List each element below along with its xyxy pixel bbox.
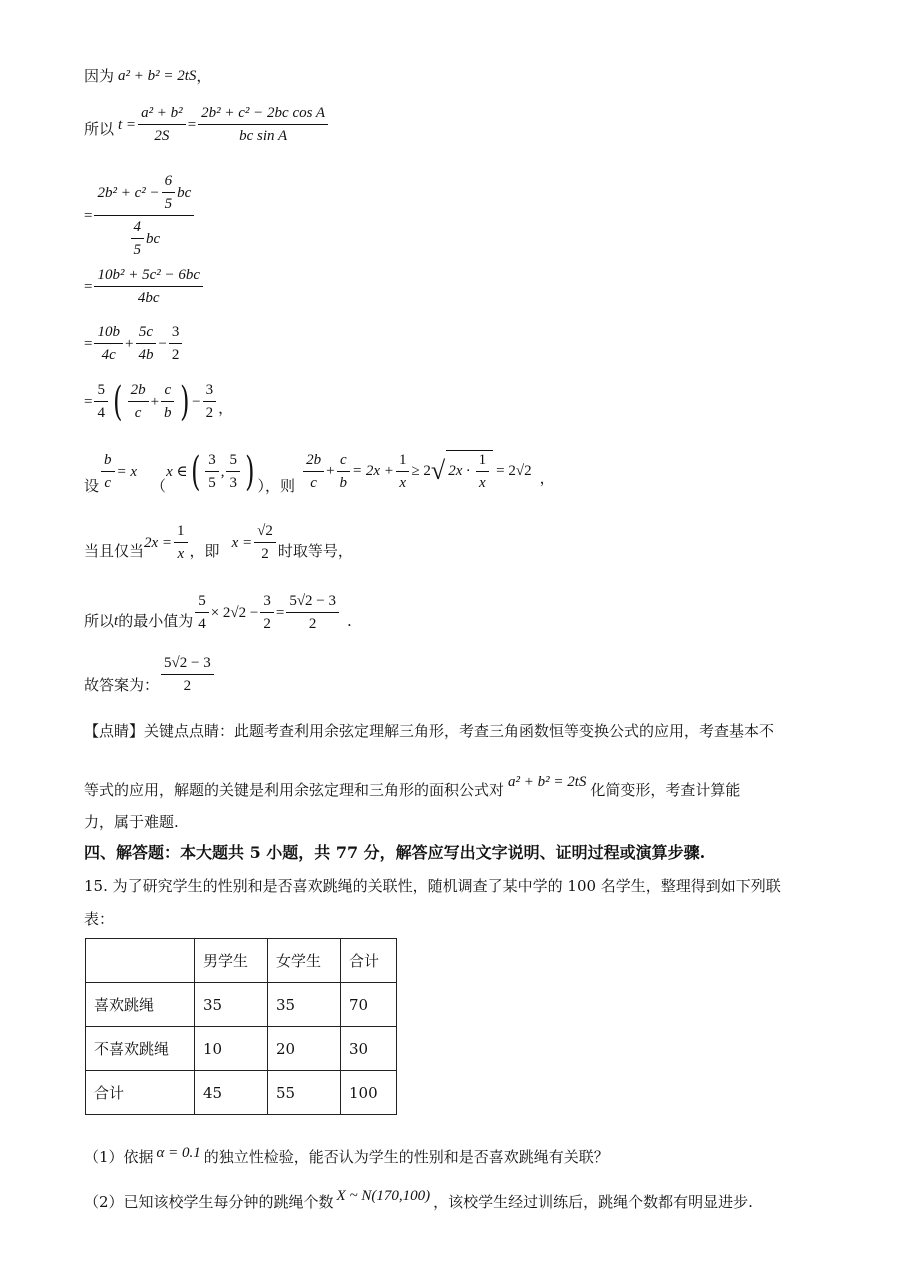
den: x (479, 475, 486, 491)
frac-3-2 (260, 592, 274, 633)
section-heading: 四、解答题：本大题共 5 小题，共 77 分，解答应写出文字说明、证明过程或演算步骤. (84, 843, 706, 862)
num: 6 (162, 172, 176, 193)
frac-1-x (174, 522, 188, 563)
contingency-table (85, 938, 397, 1115)
minus: − (158, 335, 167, 352)
line-answer (84, 654, 216, 697)
num: 1 (396, 451, 410, 472)
line-min-value (84, 592, 352, 633)
num: 3 (169, 323, 183, 344)
den: 2 (308, 616, 317, 632)
six-fifths (162, 172, 176, 213)
am-gm-chain (301, 450, 532, 492)
table-cell: 100 (341, 1071, 397, 1115)
sub-question-1-text-b: 的独立性检验，能否认为学生的性别和是否喜欢跳绳有关联？ (203, 1148, 609, 1166)
num: 1 (174, 522, 188, 543)
line-step-3 (84, 172, 196, 259)
frac-1-x (476, 451, 490, 492)
table-cell: 35 (195, 983, 268, 1027)
num: 1 (476, 451, 490, 472)
table-cell: 70 (341, 983, 397, 1027)
den: 2 (171, 347, 180, 363)
table-cell: 45 (195, 1071, 268, 1115)
compound-den (126, 216, 164, 259)
equals: = (84, 278, 93, 295)
den: 5 (208, 475, 216, 491)
den: 5 (164, 196, 173, 212)
den: 2 (261, 546, 269, 562)
plus: + (326, 463, 335, 479)
comment-line-1: 【点睛】关键点点睛：此题考查利用余弦定理解三角形，考查三角函数恒等变换公式的应用，考查基本不 (84, 722, 775, 740)
line-t-formula (84, 104, 330, 144)
comment-math: a² + b² = 2tS (508, 774, 587, 790)
table-cell: 55 (268, 1071, 341, 1115)
comma: ， (196, 67, 212, 85)
table-header-cell: 合计 (341, 939, 397, 983)
num: 2b (303, 451, 324, 472)
fraction-a (94, 323, 123, 364)
num: 5√2 − 3 (161, 654, 214, 675)
interval-open: ( (190, 448, 201, 495)
equals-x: = x (116, 463, 138, 480)
equals: = (187, 116, 197, 133)
den: 2 (263, 616, 271, 632)
normal-distribution: X ~ N(170,100) (336, 1188, 431, 1204)
line-step-6 (84, 378, 234, 425)
frac1-num: a² + b² (138, 104, 186, 125)
den: 4bc (137, 290, 160, 306)
num: 5√2 − 3 (286, 592, 339, 613)
fraction-b (161, 381, 175, 422)
t-expression (118, 104, 330, 145)
equals: = (84, 393, 93, 410)
fraction-c (169, 323, 183, 364)
table-cell: 35 (268, 983, 341, 1027)
num-part-a: 2b² + c² − (97, 184, 160, 201)
eq-2x (144, 522, 190, 563)
num-part-b: bc (177, 184, 192, 201)
text-so: 所以 (84, 120, 115, 138)
comment-line-3: 力，属于难题. (84, 813, 179, 831)
plus: + (124, 335, 134, 352)
sub-question-1 (84, 1147, 609, 1167)
fraction (94, 266, 203, 307)
num: 3 (205, 451, 219, 472)
num: 2b (128, 381, 149, 402)
left-paren: ( (113, 378, 123, 425)
table-cell: 合计 (86, 1071, 195, 1115)
x-equals: x = (231, 534, 253, 551)
text-min-value: 的最小值为 (118, 612, 194, 630)
num: 5 (94, 381, 108, 402)
den: 2 (183, 678, 192, 694)
lhs: 2x = (144, 534, 173, 551)
sub-question-2 (84, 1188, 753, 1212)
den-part-b: bc (146, 230, 161, 247)
den: x (399, 474, 407, 491)
fraction-2 (198, 104, 328, 145)
compound-fraction (94, 172, 194, 259)
table-cell: 喜欢跳绳 (86, 983, 195, 1027)
line-substitution (84, 450, 555, 498)
fraction-a (128, 381, 149, 422)
table-cell: 20 (268, 1027, 341, 1071)
fraction-b (135, 323, 156, 364)
min-expression (193, 592, 341, 633)
text-so: 所以 (84, 612, 115, 630)
den: 4 (198, 616, 206, 632)
comment-text-a: 等式的应用，解题的关键是利用余弦定理和三角形的面积公式对 (84, 781, 505, 799)
frac-result (286, 592, 339, 633)
table-header-cell (86, 939, 195, 983)
open-paren: （ (151, 477, 167, 495)
den: 3 (229, 475, 237, 491)
den: c (104, 475, 112, 491)
fraction-k (94, 381, 108, 422)
frac2-num: 2b² + c² − 2bc cos A (198, 104, 328, 125)
line-step-4 (84, 266, 205, 307)
geq-2: ≥ 2 (411, 463, 431, 479)
radicand (446, 450, 493, 492)
radicand-a: 2x · (448, 462, 470, 479)
answer-fraction (161, 654, 214, 695)
equals: = (84, 207, 93, 224)
interval (166, 448, 257, 495)
text-then: ），则 (257, 477, 296, 495)
frac-c-b (337, 451, 351, 492)
interval-comma: , (220, 463, 225, 480)
num: 4 (131, 218, 145, 239)
compound-num (94, 172, 194, 216)
right-paren: ) (179, 378, 190, 425)
den: c (134, 405, 142, 421)
alpha-value: α = 0.1 (156, 1145, 201, 1161)
frac-1-x (396, 451, 410, 492)
line-equality-condition (84, 522, 353, 565)
num: 5 (226, 451, 240, 472)
table-cell: 30 (341, 1027, 397, 1071)
frac-5-4 (195, 592, 209, 633)
frac2-den: bc sin A (239, 128, 288, 144)
num: 3 (203, 381, 217, 402)
frac1-den: 2S (154, 128, 170, 144)
num: b (101, 451, 115, 472)
text-let: 设 (84, 477, 100, 495)
text-because: 因为 (84, 67, 115, 85)
x-in: x ∈ (166, 463, 188, 480)
table-header-row (86, 939, 397, 983)
line-step-5 (84, 323, 184, 364)
table-row (86, 1027, 397, 1071)
x-value (232, 522, 278, 563)
num: 3 (260, 592, 274, 613)
num: c (337, 451, 350, 472)
den: 2 (205, 405, 214, 421)
num: 10b (94, 323, 123, 344)
fraction-bc (101, 451, 115, 492)
equals: = (275, 604, 285, 621)
sub-question-2-text-b: ，该校学生经过训练后，跳绳个数都有明显进步. (433, 1193, 753, 1211)
interval-lo (205, 451, 219, 492)
radical-sign: √ (430, 456, 446, 485)
var-t: t (114, 613, 119, 629)
table-row (86, 983, 397, 1027)
t-equals: t = (118, 116, 137, 133)
sub-question-1-text-a: （1）依据 (84, 1148, 154, 1166)
text-answer: 故答案为： (84, 676, 160, 694)
den: b (164, 405, 172, 421)
question-15-line-2: 表： (84, 910, 115, 928)
table-header-cell: 女学生 (268, 939, 341, 983)
table-cell: 不喜欢跳绳 (86, 1027, 195, 1071)
den: c (310, 474, 317, 491)
math-given-eq: a² + b² = 2tS (118, 68, 197, 84)
den: b (339, 474, 348, 491)
table-row (86, 1071, 397, 1115)
question-15-line-1: 15. 为了研究学生的性别和是否喜欢跳绳的关联性，随机调查了某中学的 100 名学生，整理得到如下列联 (84, 877, 781, 895)
frac-2b-c (303, 451, 324, 492)
comma: ， (539, 469, 555, 487)
comma: ， (218, 399, 234, 417)
interval-close: ) (245, 448, 255, 495)
text-equality-holds: 时取等号， (277, 542, 353, 560)
text-ie: ，即 (189, 542, 220, 560)
interval-hi (226, 451, 240, 492)
minus: − (192, 393, 201, 410)
result: = 2√2 (496, 463, 532, 479)
sub-question-2-text-a: （2）已知该校学生每分钟的跳绳个数 (84, 1193, 334, 1211)
line-given (84, 66, 211, 86)
num: √2 (254, 522, 276, 543)
den: 4c (101, 347, 116, 363)
table-header-cell: 男学生 (195, 939, 268, 983)
table-cell: 10 (195, 1027, 268, 1071)
den: 4 (97, 405, 105, 421)
comment-text-b: 化简变形，考查计算能 (590, 781, 741, 799)
times-part: × 2√2 − (210, 604, 259, 621)
num: 10b² + 5c² − 6bc (94, 266, 203, 287)
num: 5c (136, 323, 156, 344)
frac-sqrt2-2 (254, 522, 276, 563)
den: x (177, 546, 185, 562)
equals: = (84, 335, 93, 352)
den: 5 (133, 242, 142, 258)
fraction-c (203, 381, 217, 422)
text-iff: 当且仅当 (84, 542, 145, 560)
plus: + (150, 393, 160, 410)
period: . (347, 612, 352, 630)
den: 4b (138, 347, 154, 363)
num: 5 (195, 592, 209, 613)
eq-2x-plus: = 2x + (352, 463, 394, 479)
b-over-c (99, 451, 137, 492)
comment-line-2 (84, 774, 741, 800)
fraction-1 (138, 104, 186, 145)
four-fifths (131, 218, 145, 259)
num: c (161, 381, 174, 402)
